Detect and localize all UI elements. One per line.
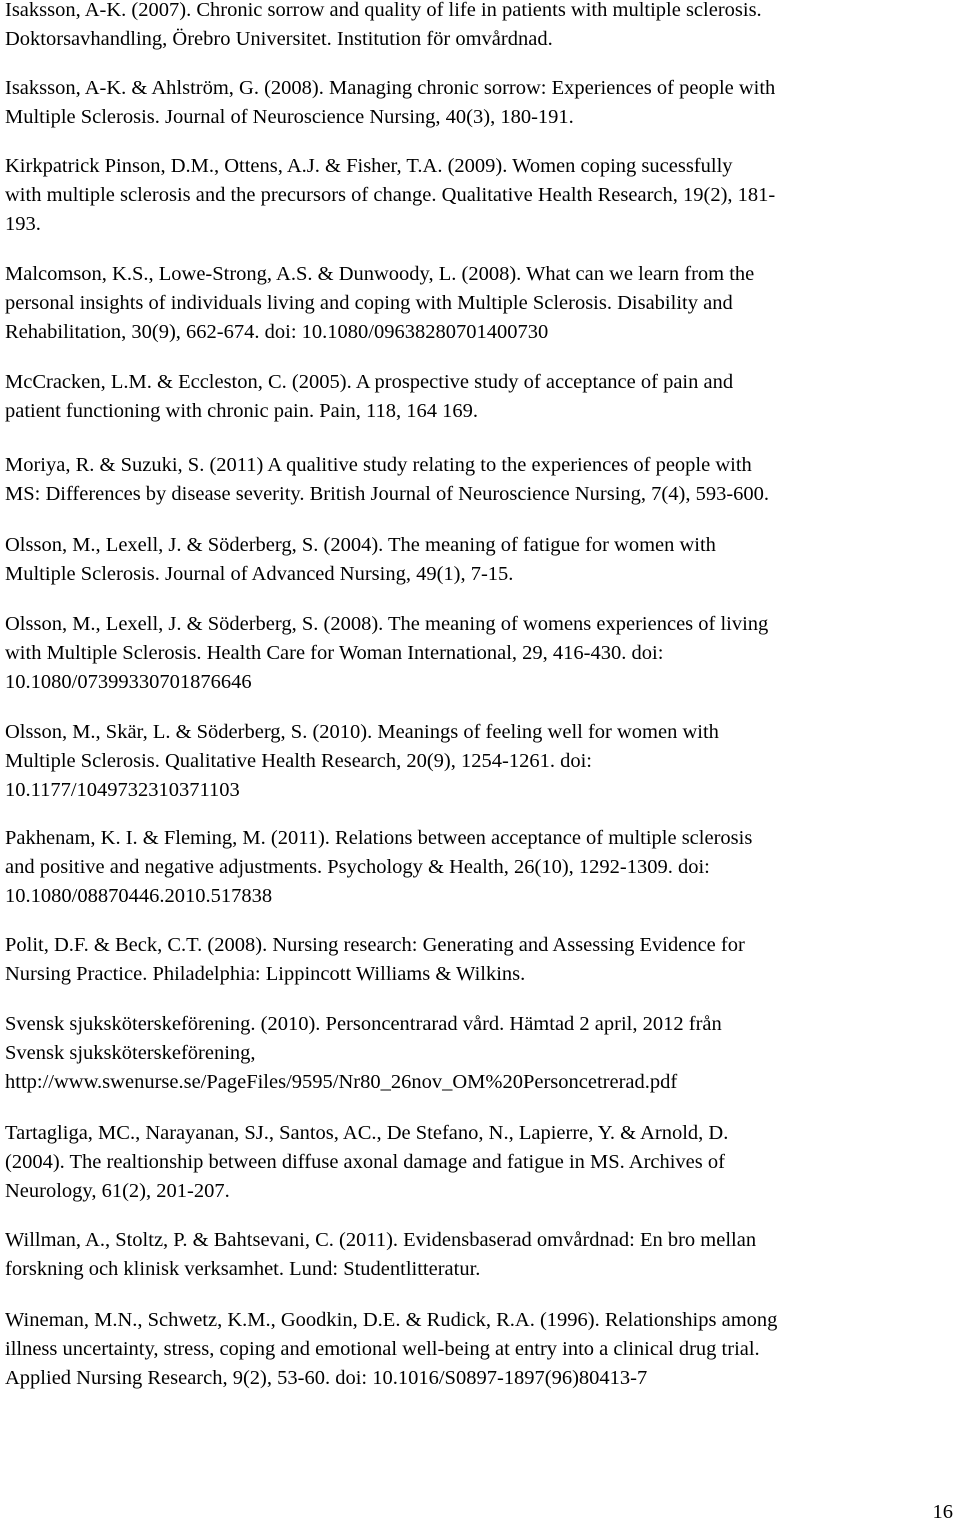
reference-mccracken-2005: McCracken, L.M. & Eccleston, C. (2005). A prospective study of acceptance of pain and patient functioning with chronic pain. Pain, 118, 164 169. <box>5 371 734 422</box>
reference-willman-2011: Willman, A., Stoltz, P. & Bahtsevani, C. (2011). Evidensbaserad omvårdnad: En bro mellan forskning och klinisk verksamhet. Lund: Studentlitteratur. <box>5 1229 757 1280</box>
reference-pakhenam-2011: Pakhenam, K. I. & Fleming, M. (2011). Relations between acceptance of multiple sclerosis and positive and negative adjustments. Psychology & Health, 26(10), 1292-1309. doi: 10.1080/08870446.2010.517838 <box>5 827 753 907</box>
reference-malcomson-2008: Malcomson, K.S., Lowe-Strong, A.S. & Dunwoody, L. (2008). What can we learn from the personal insights of individuals living and coping with Multiple Sclerosis. Disability and Rehabilitation, 30(9), 662-674. doi: 10.1080/09638280701400730 <box>5 263 755 343</box>
reference-olsson-2008: Olsson, M., Lexell, J. & Söderberg, S. (2008). The meaning of womens experiences of living with Multiple Sclerosis. Health Care for Woman International, 29, 416-430. doi: 10.1080/07399330701876646 <box>5 613 769 693</box>
reference-svensk-2010: Svensk sjuksköterskeförening. (2010). Personcentrarad vård. Hämtad 2 april, 2012 från Svensk sjuksköterskeförening, http://www.swenurse.se/PageFiles/9595/Nr80_26nov_OM%20Personcetrerad.pdf <box>5 1013 722 1093</box>
reference-polit-beck-2008: Polit, D.F. & Beck, C.T. (2008). Nursing research: Generating and Assessing Evidence for Nursing Practice. Philadelphia: Lippincott Williams & Wilkins. <box>5 934 745 985</box>
reference-moriya-2011: Moriya, R. & Suzuki, S. (2011) A qualitive study relating to the experiences of people with MS: Differences by disease severity. British Journal of Neuroscience Nursing, 7(4), 593-600. <box>5 454 770 505</box>
reference-olsson-2004: Olsson, M., Lexell, J. & Söderberg, S. (2004). The meaning of fatigue for women with Multiple Sclerosis. Journal of Advanced Nursing, 49(1), 7-15. <box>5 534 716 585</box>
reference-kirkpatrick-pinson-2009: Kirkpatrick Pinson, D.M., Ottens, A.J. & Fisher, T.A. (2009). Women coping sucessfully with multiple sclerosis and the precursors of change. Qualitative Health Research, 19(2), 181- 193. <box>5 155 776 235</box>
reference-olsson-2010: Olsson, M., Skär, L. & Söderberg, S. (2010). Meanings of feeling well for women with Multiple Sclerosis. Qualitative Health Research, 20(9), 1254-1261. doi: 10.1177/1049732310371103 <box>5 721 719 801</box>
page-number: 16 <box>932 1501 953 1523</box>
reference-isaksson-ahlstrom-2008: Isaksson, A-K. & Ahlström, G. (2008). Managing chronic sorrow: Experiences of people with Multiple Sclerosis. Journal of Neuroscience Nursing, 40(3), 180-191. <box>5 77 776 128</box>
reference-isaksson-2007: Isaksson, A-K. (2007). Chronic sorrow and quality of life in patients with multiple sclerosis. Doktorsavhandling, Örebro Universitet. Institution för omvårdnad. <box>5 0 762 50</box>
reference-wineman-1996: Wineman, M.N., Schwetz, K.M., Goodkin, D.E. & Rudick, R.A. (1996). Relationships among illness uncertainty, stress, coping and emotional well-being at entry into a clinical drug trial. Applied Nursing Research, 9(2), 53-60. doi: 10.1016/S0897-1897(96)80413-7 <box>5 1309 778 1389</box>
reference-tartagliga-2004: Tartagliga, MC., Narayanan, SJ., Santos, AC., De Stefano, N., Lapierre, Y. & Arnold, D. (2004). The realtionship between diffuse axonal damage and fatigue in MS. Archives of Neurology, 61(2), 201-207. <box>5 1122 729 1202</box>
